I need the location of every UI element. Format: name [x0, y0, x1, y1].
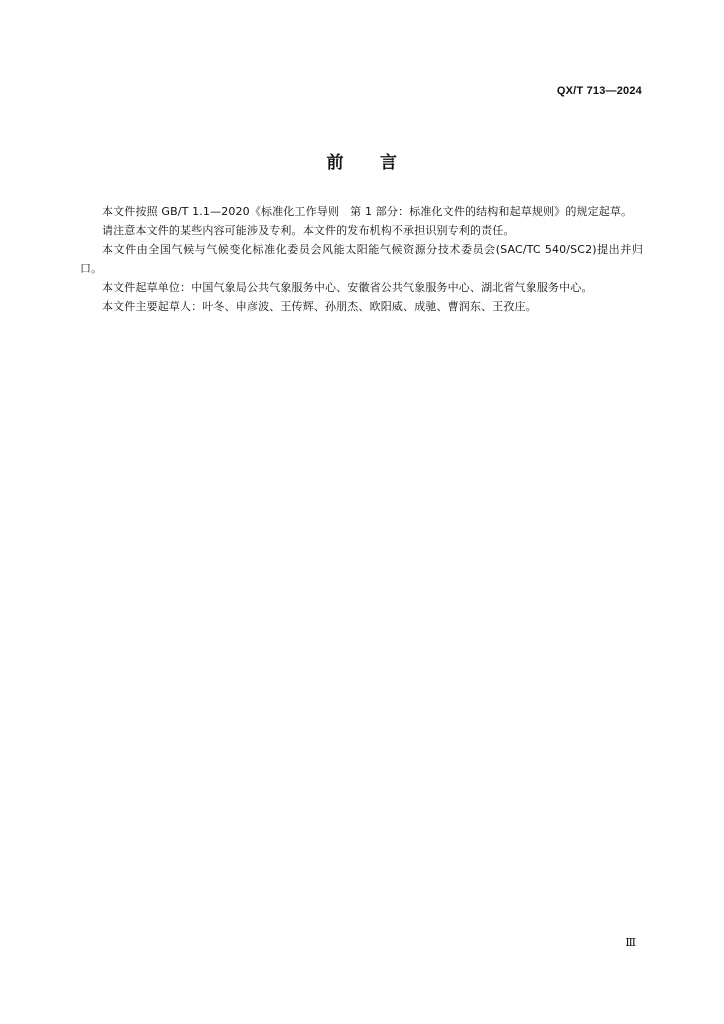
foreword-body [80, 202, 643, 316]
title-char-1: 前 [326, 153, 344, 173]
paragraph-drafting-basis: 本文件按照 GB/T 1.1—2020《标准化工作导则 第 1 部分：标准化文件的结构和起草规则》的规定起草。 [102, 205, 633, 218]
paragraph-patent-notice: 请注意本文件的某些内容可能涉及专利。本文件的发布机构不承担识别专利的责任。 [102, 224, 515, 237]
paragraph-drafters: 本文件主要起草人：叶冬、申彦波、王传辉、孙朋杰、欧阳威、成驰、曹润东、王孜庄。 [102, 300, 537, 313]
standard-number: QX/T 713—2024 [556, 85, 642, 97]
paragraph-drafting-units: 本文件起草单位：中国气象局公共气象服务中心、安徽省公共气象服务中心、湖北省气象服务中心。 [102, 281, 593, 294]
page-number: Ⅲ [625, 936, 636, 949]
title-char-2: 言 [380, 153, 398, 173]
page-title [0, 148, 724, 173]
paragraph-proposer: 本文件由全国气候与气候变化标准化委员会风能太阳能气候资源分技术委员会(SAC/TC 540/SC2)提出并归口。 [80, 243, 643, 275]
